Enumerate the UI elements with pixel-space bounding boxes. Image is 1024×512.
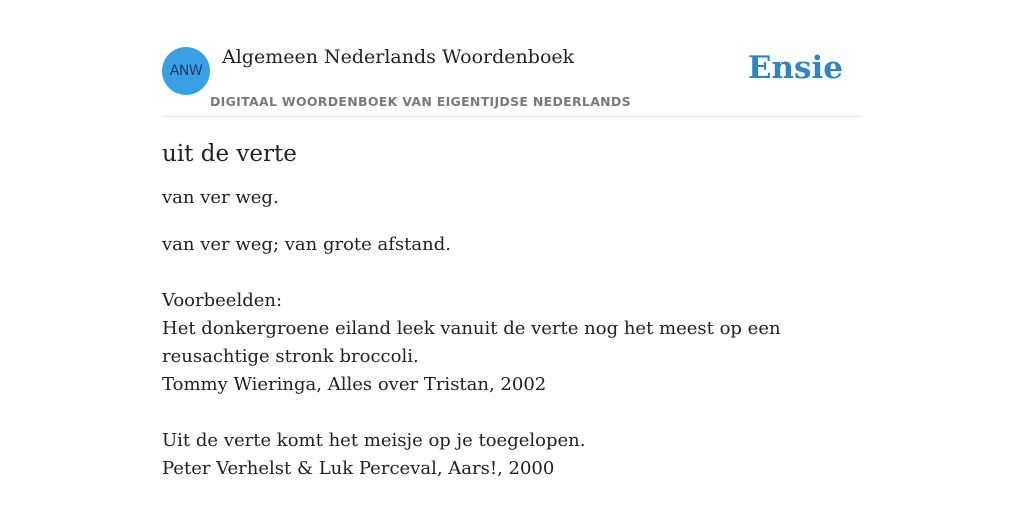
example-item (162, 427, 862, 483)
example-text: Uit de verte komt het meisje op je toegelopen. (162, 430, 586, 451)
example-source: Peter Verhelst & Luk Perceval, Aars!, 2000 (162, 458, 555, 479)
examples-section (162, 287, 862, 483)
example-item (162, 315, 862, 399)
long-definition: van ver weg; van grote afstand. (162, 234, 451, 255)
examples-label: Voorbeelden: (162, 290, 283, 311)
page (162, 0, 862, 479)
entry-headword: uit de verte (162, 141, 297, 167)
example-source: Tommy Wieringa, Alles over Tristan, 2002 (162, 374, 547, 395)
short-definition: van ver weg. (162, 187, 279, 208)
ensie-brand-logo[interactable]: Ensie (747, 50, 843, 86)
example-text: Het donkergroene eiland leek vanuit de verte nog het meest op een reusachtige stronk broccoli. (162, 318, 781, 367)
dictionary-entry (162, 138, 862, 511)
anw-logo[interactable] (162, 47, 210, 95)
logo-text: ANW (169, 63, 203, 79)
site-header (162, 0, 862, 117)
site-subtitle: DIGITAAL WOORDENBOEK VAN EIGENTIJDSE NEDERLANDS (210, 94, 631, 109)
site-title[interactable]: Algemeen Nederlands Woordenboek (222, 46, 575, 68)
